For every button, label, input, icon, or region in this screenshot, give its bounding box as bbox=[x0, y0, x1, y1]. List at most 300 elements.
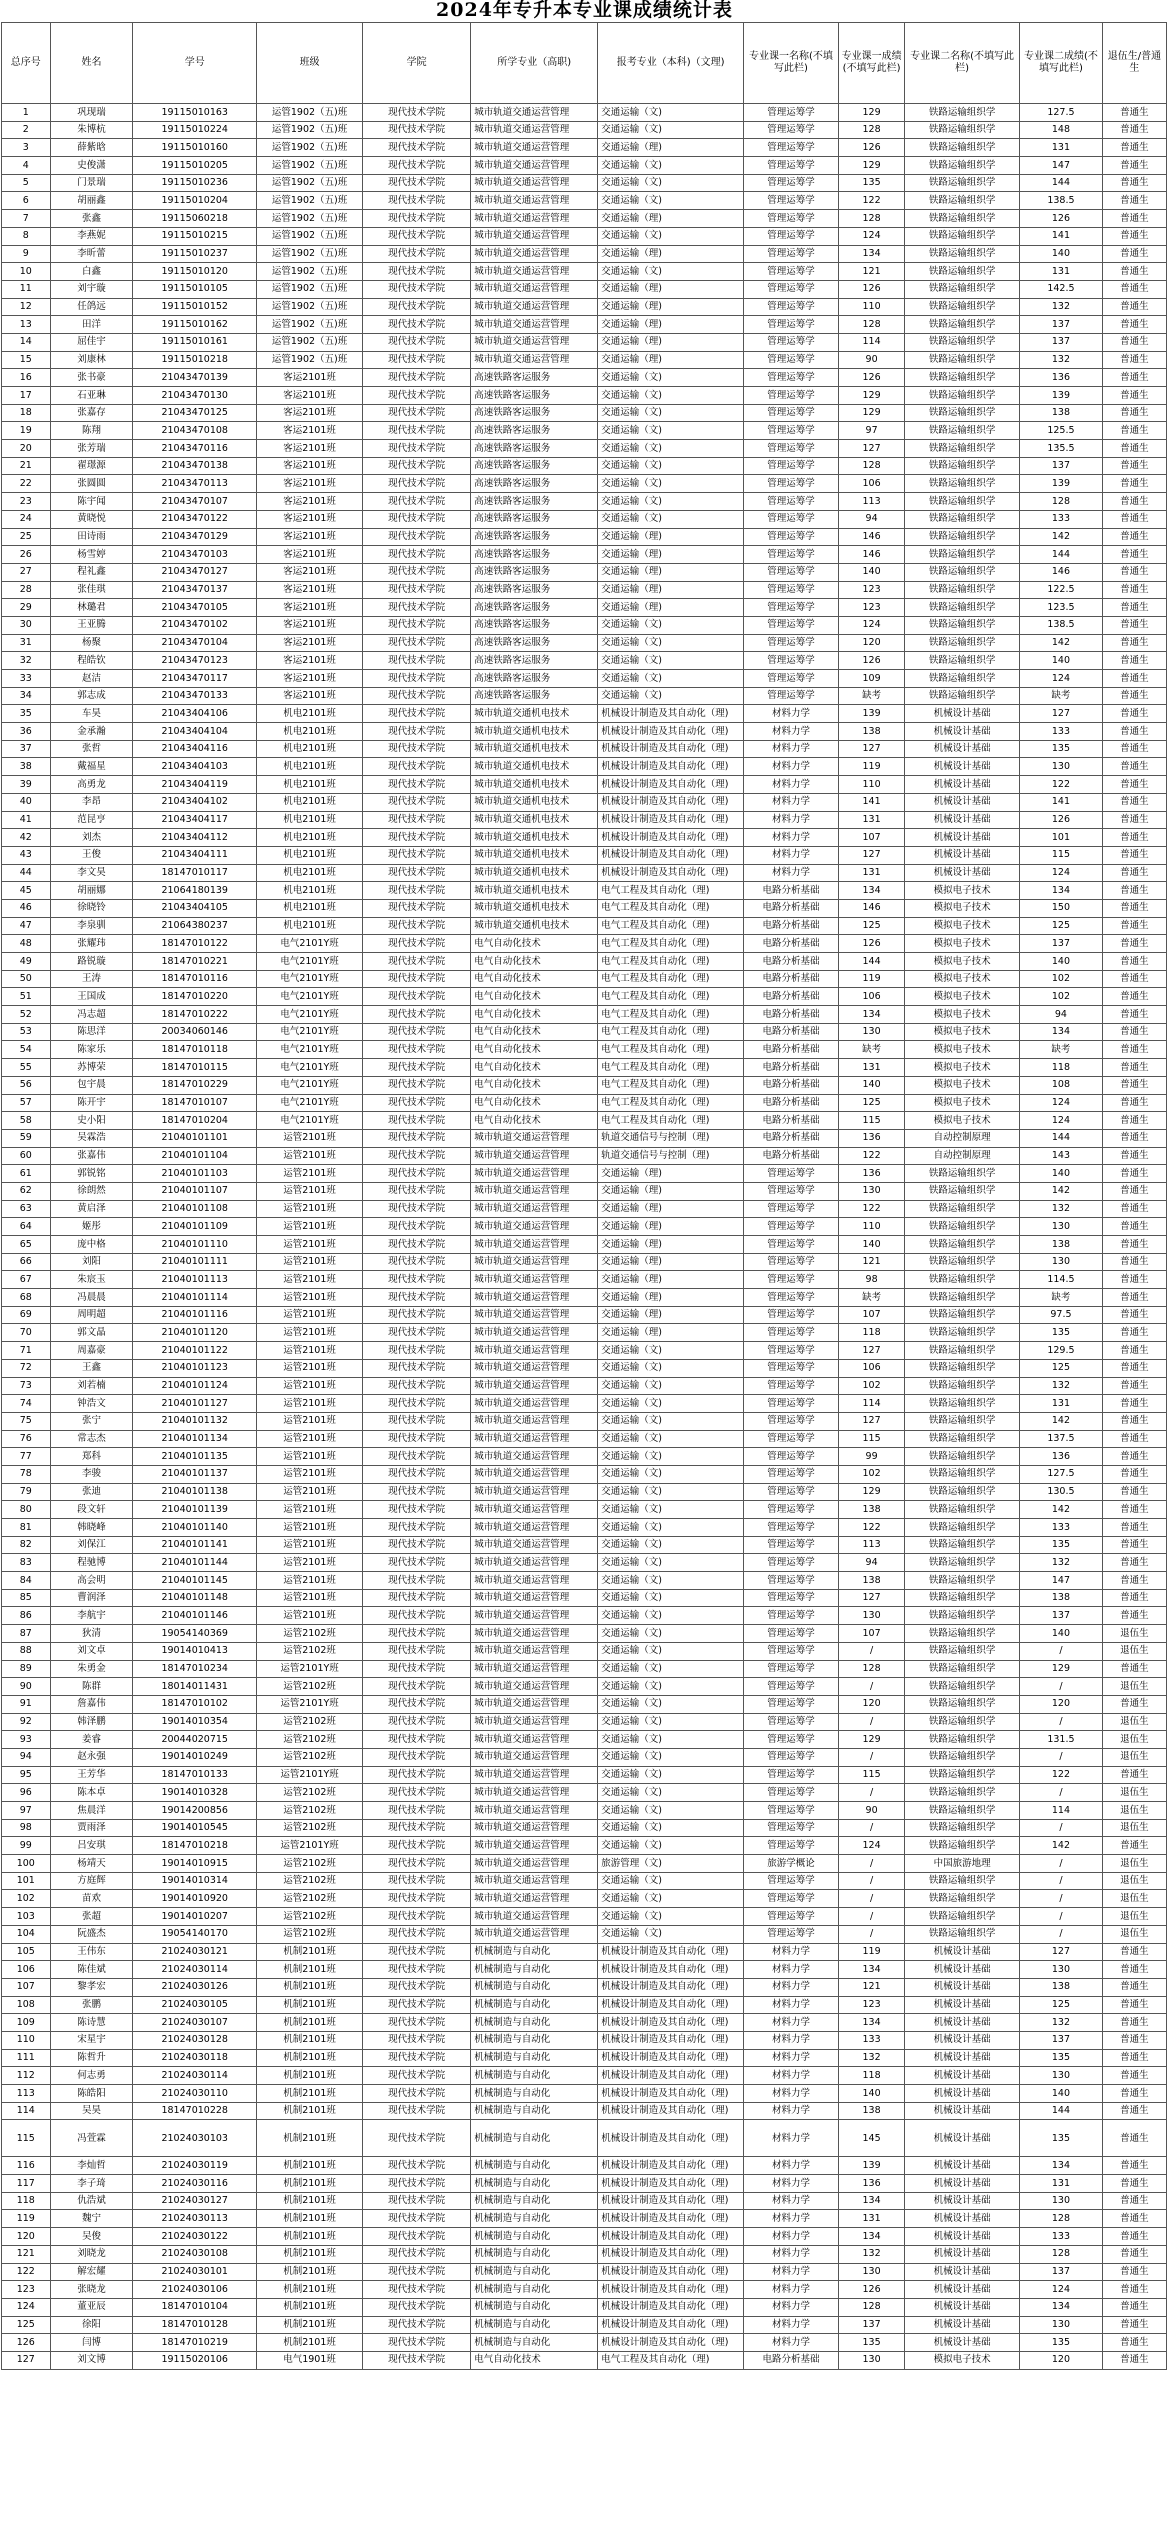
cell-apply-major: 机械设计制造及其自动化（理) bbox=[598, 2192, 744, 2210]
cell-course1-score: 122 bbox=[838, 1200, 904, 1218]
cell-course2-score: 137 bbox=[1020, 316, 1103, 334]
cell-student-id: 19014010249 bbox=[133, 1748, 257, 1766]
cell-course1-name: 材料力学 bbox=[744, 2120, 839, 2157]
cell-seq: 9 bbox=[2, 245, 51, 263]
cell-major: 高速铁路客运服务 bbox=[471, 581, 598, 599]
cell-student-type: 普通生 bbox=[1102, 2263, 1166, 2281]
cell-student-type: 普通生 bbox=[1102, 174, 1166, 192]
cell-college: 现代技术学院 bbox=[363, 1059, 471, 1077]
cell-name: 林璐君 bbox=[50, 599, 133, 617]
cell-student-type: 普通生 bbox=[1102, 2210, 1166, 2228]
cell-course2-name: 自动控制原理 bbox=[905, 1147, 1020, 1165]
cell-seq: 29 bbox=[2, 599, 51, 617]
cell-college: 现代技术学院 bbox=[363, 2049, 471, 2067]
cell-class: 运管2101班 bbox=[257, 1218, 363, 1236]
cell-college: 现代技术学院 bbox=[363, 1324, 471, 1342]
cell-class: 机制2101班 bbox=[257, 1978, 363, 1996]
cell-apply-major: 机械设计制造及其自动化（理) bbox=[598, 2157, 744, 2175]
cell-course2-score: 124 bbox=[1020, 864, 1103, 882]
cell-name: 朱博杭 bbox=[50, 121, 133, 139]
cell-student-type: 普通生 bbox=[1102, 1766, 1166, 1784]
table-row bbox=[2, 387, 1167, 405]
cell-college: 现代技术学院 bbox=[363, 1289, 471, 1307]
cell-seq: 115 bbox=[2, 2120, 51, 2157]
cell-course1-score: 146 bbox=[838, 899, 904, 917]
cell-student-type: 退伍生 bbox=[1102, 1713, 1166, 1731]
cell-apply-major: 电气工程及其自动化（理) bbox=[598, 1094, 744, 1112]
cell-apply-major: 交通运输（文) bbox=[598, 404, 744, 422]
cell-student-id: 19115010161 bbox=[133, 333, 257, 351]
cell-name: 李文昊 bbox=[50, 864, 133, 882]
cell-class: 机制2101班 bbox=[257, 2085, 363, 2103]
cell-apply-major: 交通运输（文) bbox=[598, 1536, 744, 1554]
cell-major: 电气自动化技术 bbox=[471, 1006, 598, 1024]
cell-student-type: 普通生 bbox=[1102, 280, 1166, 298]
table-row bbox=[2, 1182, 1167, 1200]
cell-major: 高速铁路客运服务 bbox=[471, 422, 598, 440]
cell-major: 高速铁路客运服务 bbox=[471, 475, 598, 493]
cell-class: 客运2101班 bbox=[257, 422, 363, 440]
cell-course1-name: 材料力学 bbox=[744, 2049, 839, 2067]
cell-student-type: 普通生 bbox=[1102, 457, 1166, 475]
cell-student-type: 普通生 bbox=[1102, 581, 1166, 599]
cell-class: 运管2101班 bbox=[257, 1536, 363, 1554]
cell-apply-major: 交通运输（文) bbox=[598, 1748, 744, 1766]
cell-course2-score: 142 bbox=[1020, 528, 1103, 546]
cell-course2-name: 模拟电子技术 bbox=[905, 1059, 1020, 1077]
cell-course1-score: / bbox=[838, 1872, 904, 1890]
cell-student-id: 18147010102 bbox=[133, 1695, 257, 1713]
cell-class: 运管2101班 bbox=[257, 1324, 363, 1342]
cell-major: 高速铁路客运服务 bbox=[471, 493, 598, 511]
cell-course2-score: / bbox=[1020, 1872, 1103, 1890]
cell-course1-name: 材料力学 bbox=[744, 2210, 839, 2228]
cell-course1-score: 119 bbox=[838, 970, 904, 988]
cell-college: 现代技术学院 bbox=[363, 546, 471, 564]
table-row bbox=[2, 1837, 1167, 1855]
cell-class: 客运2101班 bbox=[257, 475, 363, 493]
cell-course2-name: 机械设计基础 bbox=[905, 2175, 1020, 2193]
table-row bbox=[2, 1218, 1167, 1236]
cell-student-id: 21040101134 bbox=[133, 1430, 257, 1448]
cell-class: 运管2101Y班 bbox=[257, 1766, 363, 1784]
cell-apply-major: 交通运输（文) bbox=[598, 1625, 744, 1643]
cell-student-id: 20044020715 bbox=[133, 1731, 257, 1749]
table-row bbox=[2, 1943, 1167, 1961]
cell-student-type: 普通生 bbox=[1102, 422, 1166, 440]
cell-course1-name: 管理运筹学 bbox=[744, 528, 839, 546]
cell-name: 何志勇 bbox=[50, 2067, 133, 2085]
cell-course2-name: 铁路运输组织学 bbox=[905, 1607, 1020, 1625]
cell-course1-score: 141 bbox=[838, 793, 904, 811]
cell-name: 李燕妮 bbox=[50, 227, 133, 245]
cell-class: 机制2101班 bbox=[257, 2245, 363, 2263]
cell-course1-score: 115 bbox=[838, 1766, 904, 1784]
cell-major: 城市轨道交通运营管理 bbox=[471, 1766, 598, 1784]
cell-seq: 123 bbox=[2, 2281, 51, 2299]
cell-name: 吕安琪 bbox=[50, 1837, 133, 1855]
cell-college: 现代技术学院 bbox=[363, 2192, 471, 2210]
cell-student-id: 21043470133 bbox=[133, 687, 257, 705]
cell-seq: 3 bbox=[2, 139, 51, 157]
table-row bbox=[2, 776, 1167, 794]
table-row bbox=[2, 1129, 1167, 1147]
cell-apply-major: 交通运输（理) bbox=[598, 1165, 744, 1183]
cell-student-type: 普通生 bbox=[1102, 652, 1166, 670]
cell-student-type: 普通生 bbox=[1102, 1342, 1166, 1360]
table-row bbox=[2, 475, 1167, 493]
cell-course1-score: 139 bbox=[838, 705, 904, 723]
cell-course2-name: 铁路运输组织学 bbox=[905, 121, 1020, 139]
cell-class: 运管2101班 bbox=[257, 1342, 363, 1360]
cell-course2-name: 模拟电子技术 bbox=[905, 988, 1020, 1006]
table-row bbox=[2, 1377, 1167, 1395]
cell-course2-score: 132 bbox=[1020, 351, 1103, 369]
cell-course2-name: 铁路运输组织学 bbox=[905, 1748, 1020, 1766]
cell-apply-major: 交通运输（文) bbox=[598, 1501, 744, 1519]
cell-course1-score: 122 bbox=[838, 1147, 904, 1165]
cell-course1-name: 管理运筹学 bbox=[744, 157, 839, 175]
cell-college: 现代技术学院 bbox=[363, 2281, 471, 2299]
cell-seq: 104 bbox=[2, 1925, 51, 1943]
cell-major: 城市轨道交通运营管理 bbox=[471, 1200, 598, 1218]
cell-course1-name: 管理运筹学 bbox=[744, 1678, 839, 1696]
cell-name: 李泉驯 bbox=[50, 917, 133, 935]
cell-course1-score: 139 bbox=[838, 2157, 904, 2175]
cell-student-id: 21040101103 bbox=[133, 1165, 257, 1183]
cell-student-id: 21043470117 bbox=[133, 670, 257, 688]
cell-course1-name: 材料力学 bbox=[744, 2031, 839, 2049]
cell-college: 现代技术学院 bbox=[363, 2031, 471, 2049]
cell-course2-score: 135 bbox=[1020, 1324, 1103, 1342]
cell-student-id: 21040101111 bbox=[133, 1253, 257, 1271]
cell-class: 机制2101班 bbox=[257, 2316, 363, 2334]
cell-student-id: 21024030118 bbox=[133, 2049, 257, 2067]
cell-seq: 56 bbox=[2, 1076, 51, 1094]
cell-student-id: 21040101132 bbox=[133, 1412, 257, 1430]
cell-student-type: 普通生 bbox=[1102, 1943, 1166, 1961]
cell-course1-name: 管理运筹学 bbox=[744, 1519, 839, 1537]
cell-seq: 2 bbox=[2, 121, 51, 139]
cell-course1-score: 127 bbox=[838, 1342, 904, 1360]
cell-college: 现代技术学院 bbox=[363, 1359, 471, 1377]
cell-course2-score: 120 bbox=[1020, 1695, 1103, 1713]
cell-college: 现代技术学院 bbox=[363, 1253, 471, 1271]
cell-apply-major: 机械设计制造及其自动化（理) bbox=[598, 864, 744, 882]
cell-student-type: 普通生 bbox=[1102, 1165, 1166, 1183]
cell-class: 运管2102班 bbox=[257, 1713, 363, 1731]
cell-seq: 117 bbox=[2, 2175, 51, 2193]
cell-apply-major: 交通运输（文) bbox=[598, 440, 744, 458]
cell-student-type: 普通生 bbox=[1102, 1377, 1166, 1395]
table-row bbox=[2, 1660, 1167, 1678]
cell-student-type: 普通生 bbox=[1102, 2192, 1166, 2210]
cell-seq: 103 bbox=[2, 1908, 51, 1926]
cell-class: 运管2101班 bbox=[257, 1271, 363, 1289]
table-row bbox=[2, 2210, 1167, 2228]
cell-apply-major: 机械设计制造及其自动化（理) bbox=[598, 1996, 744, 2014]
cell-course2-name: 铁路运输组织学 bbox=[905, 1519, 1020, 1537]
cell-student-id: 18147010229 bbox=[133, 1076, 257, 1094]
cell-student-type: 普通生 bbox=[1102, 1395, 1166, 1413]
cell-course1-name: 管理运筹学 bbox=[744, 1236, 839, 1254]
table-row bbox=[2, 422, 1167, 440]
cell-student-type: 普通生 bbox=[1102, 1023, 1166, 1041]
header-col-college: 学院 bbox=[363, 23, 471, 104]
cell-course1-name: 管理运筹学 bbox=[744, 670, 839, 688]
cell-class: 运管2101班 bbox=[257, 1129, 363, 1147]
cell-class: 运管2101班 bbox=[257, 1182, 363, 1200]
cell-seq: 65 bbox=[2, 1236, 51, 1254]
cell-student-id: 19014010314 bbox=[133, 1872, 257, 1890]
cell-class: 机制2101班 bbox=[257, 2334, 363, 2352]
cell-course2-name: 机械设计基础 bbox=[905, 846, 1020, 864]
table-row bbox=[2, 2192, 1167, 2210]
cell-major: 城市轨道交通运营管理 bbox=[471, 1448, 598, 1466]
table-row bbox=[2, 1713, 1167, 1731]
cell-course2-name: 铁路运输组织学 bbox=[905, 599, 1020, 617]
cell-course1-name: 管理运筹学 bbox=[744, 493, 839, 511]
cell-course2-name: 机械设计基础 bbox=[905, 2031, 1020, 2049]
cell-name: 陈宇闻 bbox=[50, 493, 133, 511]
cell-class: 客运2101班 bbox=[257, 670, 363, 688]
cell-class: 客运2101班 bbox=[257, 387, 363, 405]
cell-student-id: 21043404103 bbox=[133, 758, 257, 776]
cell-course2-name: 铁路运输组织学 bbox=[905, 1218, 1020, 1236]
cell-major: 城市轨道交通运营管理 bbox=[471, 1695, 598, 1713]
cell-course1-score: 122 bbox=[838, 192, 904, 210]
cell-course2-score: 124 bbox=[1020, 670, 1103, 688]
cell-student-id: 21043470138 bbox=[133, 457, 257, 475]
cell-college: 现代技术学院 bbox=[363, 333, 471, 351]
cell-class: 运管2101Y班 bbox=[257, 1837, 363, 1855]
table-row bbox=[2, 245, 1167, 263]
table-row bbox=[2, 2031, 1167, 2049]
cell-apply-major: 交通运输（理) bbox=[598, 528, 744, 546]
cell-student-id: 21043470137 bbox=[133, 581, 257, 599]
cell-class: 电气2101Y班 bbox=[257, 1076, 363, 1094]
cell-apply-major: 交通运输（文) bbox=[598, 104, 744, 122]
table-row bbox=[2, 369, 1167, 387]
cell-course2-name: 模拟电子技术 bbox=[905, 970, 1020, 988]
cell-major: 城市轨道交通运营管理 bbox=[471, 351, 598, 369]
cell-course2-score: 128 bbox=[1020, 2210, 1103, 2228]
cell-course1-score: 128 bbox=[838, 121, 904, 139]
cell-course1-score: 134 bbox=[838, 1006, 904, 1024]
table-row bbox=[2, 1200, 1167, 1218]
cell-student-type: 普通生 bbox=[1102, 1182, 1166, 1200]
cell-student-id: 18147010107 bbox=[133, 1094, 257, 1112]
table-row bbox=[2, 563, 1167, 581]
cell-course2-score: 131.5 bbox=[1020, 1731, 1103, 1749]
cell-name: 王伟东 bbox=[50, 1943, 133, 1961]
cell-apply-major: 交通运输（理) bbox=[598, 581, 744, 599]
cell-class: 运管2101Y班 bbox=[257, 1695, 363, 1713]
cell-apply-major: 交通运输（文) bbox=[598, 510, 744, 528]
cell-name: 范昆亨 bbox=[50, 811, 133, 829]
cell-student-id: 21024030107 bbox=[133, 2014, 257, 2032]
cell-course2-score: 125 bbox=[1020, 917, 1103, 935]
cell-major: 城市轨道交通机电技术 bbox=[471, 705, 598, 723]
cell-course1-name: 管理运筹学 bbox=[744, 422, 839, 440]
cell-seq: 105 bbox=[2, 1943, 51, 1961]
cell-course2-score: 137 bbox=[1020, 2031, 1103, 2049]
cell-student-id: 18147010117 bbox=[133, 864, 257, 882]
cell-college: 现代技术学院 bbox=[363, 687, 471, 705]
cell-apply-major: 交通运输（文) bbox=[598, 1342, 744, 1360]
table-row bbox=[2, 829, 1167, 847]
cell-seq: 23 bbox=[2, 493, 51, 511]
table-row bbox=[2, 333, 1167, 351]
cell-apply-major: 机械设计制造及其自动化（理) bbox=[598, 2031, 744, 2049]
cell-name: 杨聚 bbox=[50, 634, 133, 652]
cell-major: 高速铁路客运服务 bbox=[471, 404, 598, 422]
cell-college: 现代技术学院 bbox=[363, 1908, 471, 1926]
cell-student-type: 普通生 bbox=[1102, 1519, 1166, 1537]
cell-major: 机械制造与自动化 bbox=[471, 2228, 598, 2246]
cell-name: 王亚腾 bbox=[50, 616, 133, 634]
cell-college: 现代技术学院 bbox=[363, 1306, 471, 1324]
cell-seq: 114 bbox=[2, 2102, 51, 2120]
cell-major: 机械制造与自动化 bbox=[471, 1961, 598, 1979]
cell-course1-score: 132 bbox=[838, 2049, 904, 2067]
cell-college: 现代技术学院 bbox=[363, 422, 471, 440]
cell-course1-score: / bbox=[838, 1819, 904, 1837]
cell-student-type: 退伍生 bbox=[1102, 1855, 1166, 1873]
cell-course1-name: 管理运筹学 bbox=[744, 1501, 839, 1519]
cell-major: 城市轨道交通运营管理 bbox=[471, 192, 598, 210]
cell-course2-score: / bbox=[1020, 1642, 1103, 1660]
cell-major: 城市轨道交通运营管理 bbox=[471, 1395, 598, 1413]
cell-course1-score: 128 bbox=[838, 1660, 904, 1678]
cell-apply-major: 电气工程及其自动化（理) bbox=[598, 988, 744, 1006]
cell-seq: 44 bbox=[2, 864, 51, 882]
cell-course2-score: 122 bbox=[1020, 1766, 1103, 1784]
cell-course2-score: 136 bbox=[1020, 1448, 1103, 1466]
cell-class: 运管2101班 bbox=[257, 1165, 363, 1183]
cell-college: 现代技术学院 bbox=[363, 2102, 471, 2120]
cell-course1-score: 134 bbox=[838, 1961, 904, 1979]
cell-course2-score: 142 bbox=[1020, 634, 1103, 652]
cell-student-type: 普通生 bbox=[1102, 2245, 1166, 2263]
cell-apply-major: 交通运输（理) bbox=[598, 333, 744, 351]
cell-name: 吴俊 bbox=[50, 2228, 133, 2246]
cell-class: 运管1902（五)班 bbox=[257, 245, 363, 263]
cell-student-id: 19014200856 bbox=[133, 1802, 257, 1820]
cell-student-type: 普通生 bbox=[1102, 546, 1166, 564]
cell-course2-score: 144 bbox=[1020, 2102, 1103, 2120]
cell-course1-name: 管理运筹学 bbox=[744, 245, 839, 263]
table-row bbox=[2, 581, 1167, 599]
cell-course1-name: 管理运筹学 bbox=[744, 1483, 839, 1501]
cell-course1-name: 材料力学 bbox=[744, 2316, 839, 2334]
table-row bbox=[2, 457, 1167, 475]
cell-major: 城市轨道交通运营管理 bbox=[471, 333, 598, 351]
cell-name: 黄晓悦 bbox=[50, 510, 133, 528]
cell-student-id: 21043470108 bbox=[133, 422, 257, 440]
cell-student-id: 21024030122 bbox=[133, 2228, 257, 2246]
cell-apply-major: 机械设计制造及其自动化（理) bbox=[598, 1961, 744, 1979]
cell-apply-major: 机械设计制造及其自动化（理) bbox=[598, 776, 744, 794]
table-row bbox=[2, 1076, 1167, 1094]
header-col-name: 姓名 bbox=[50, 23, 133, 104]
cell-course1-name: 材料力学 bbox=[744, 2298, 839, 2316]
cell-student-id: 21043404102 bbox=[133, 793, 257, 811]
cell-name: 刘康林 bbox=[50, 351, 133, 369]
cell-major: 机械制造与自动化 bbox=[471, 2031, 598, 2049]
cell-course2-name: 机械设计基础 bbox=[905, 793, 1020, 811]
cell-course2-name: 机械设计基础 bbox=[905, 2281, 1020, 2299]
cell-seq: 26 bbox=[2, 546, 51, 564]
cell-course2-score: 132 bbox=[1020, 1200, 1103, 1218]
cell-course2-name: 铁路运输组织学 bbox=[905, 1872, 1020, 1890]
cell-course1-name: 管理运筹学 bbox=[744, 1430, 839, 1448]
cell-course1-score: 118 bbox=[838, 2067, 904, 2085]
cell-major: 城市轨道交通机电技术 bbox=[471, 776, 598, 794]
cell-name: 白鑫 bbox=[50, 263, 133, 281]
cell-course2-score: 127.5 bbox=[1020, 104, 1103, 122]
cell-college: 现代技术学院 bbox=[363, 1112, 471, 1130]
cell-course2-name: 机械设计基础 bbox=[905, 723, 1020, 741]
cell-class: 机电2101班 bbox=[257, 793, 363, 811]
table-row bbox=[2, 1359, 1167, 1377]
cell-college: 现代技术学院 bbox=[363, 157, 471, 175]
table-row bbox=[2, 2175, 1167, 2193]
cell-seq: 46 bbox=[2, 899, 51, 917]
cell-class: 机制2101班 bbox=[257, 2175, 363, 2193]
cell-course2-name: 中国旅游地理 bbox=[905, 1855, 1020, 1873]
cell-course1-score: 131 bbox=[838, 1059, 904, 1077]
cell-seq: 38 bbox=[2, 758, 51, 776]
cell-apply-major: 交通运输（文) bbox=[598, 263, 744, 281]
cell-course1-name: 材料力学 bbox=[744, 705, 839, 723]
cell-course1-name: 电路分析基础 bbox=[744, 1059, 839, 1077]
cell-course1-name: 管理运筹学 bbox=[744, 1554, 839, 1572]
cell-student-type: 普通生 bbox=[1102, 1324, 1166, 1342]
cell-class: 运管1902（五)班 bbox=[257, 298, 363, 316]
cell-apply-major: 交通运输（理) bbox=[598, 1289, 744, 1307]
cell-apply-major: 交通运输（文) bbox=[598, 1819, 744, 1837]
table-row bbox=[2, 1802, 1167, 1820]
cell-apply-major: 机械设计制造及其自动化（理) bbox=[598, 1943, 744, 1961]
table-row bbox=[2, 2281, 1167, 2299]
table-row bbox=[2, 1748, 1167, 1766]
cell-name: 王鑫 bbox=[50, 1359, 133, 1377]
cell-class: 运管2101班 bbox=[257, 1554, 363, 1572]
cell-course2-name: 铁路运输组织学 bbox=[905, 1642, 1020, 1660]
table-row bbox=[2, 1094, 1167, 1112]
cell-course1-name: 电路分析基础 bbox=[744, 1094, 839, 1112]
table-row bbox=[2, 174, 1167, 192]
cell-apply-major: 交通运输（文) bbox=[598, 1784, 744, 1802]
cell-class: 机电2101班 bbox=[257, 758, 363, 776]
cell-major: 电气自动化技术 bbox=[471, 1112, 598, 1130]
cell-course2-score: 140 bbox=[1020, 953, 1103, 971]
cell-apply-major: 交通运输（理) bbox=[598, 298, 744, 316]
cell-seq: 79 bbox=[2, 1483, 51, 1501]
cell-student-type: 普通生 bbox=[1102, 705, 1166, 723]
cell-student-type: 普通生 bbox=[1102, 1236, 1166, 1254]
cell-seq: 124 bbox=[2, 2298, 51, 2316]
table-row bbox=[2, 2120, 1167, 2157]
cell-course1-score: 126 bbox=[838, 280, 904, 298]
cell-major: 城市轨道交通运营管理 bbox=[471, 1377, 598, 1395]
cell-course2-name: 铁路运输组织学 bbox=[905, 192, 1020, 210]
cell-course1-name: 管理运筹学 bbox=[744, 687, 839, 705]
cell-student-type: 退伍生 bbox=[1102, 1890, 1166, 1908]
cell-seq: 92 bbox=[2, 1713, 51, 1731]
cell-major: 城市轨道交通运营管理 bbox=[471, 1925, 598, 1943]
